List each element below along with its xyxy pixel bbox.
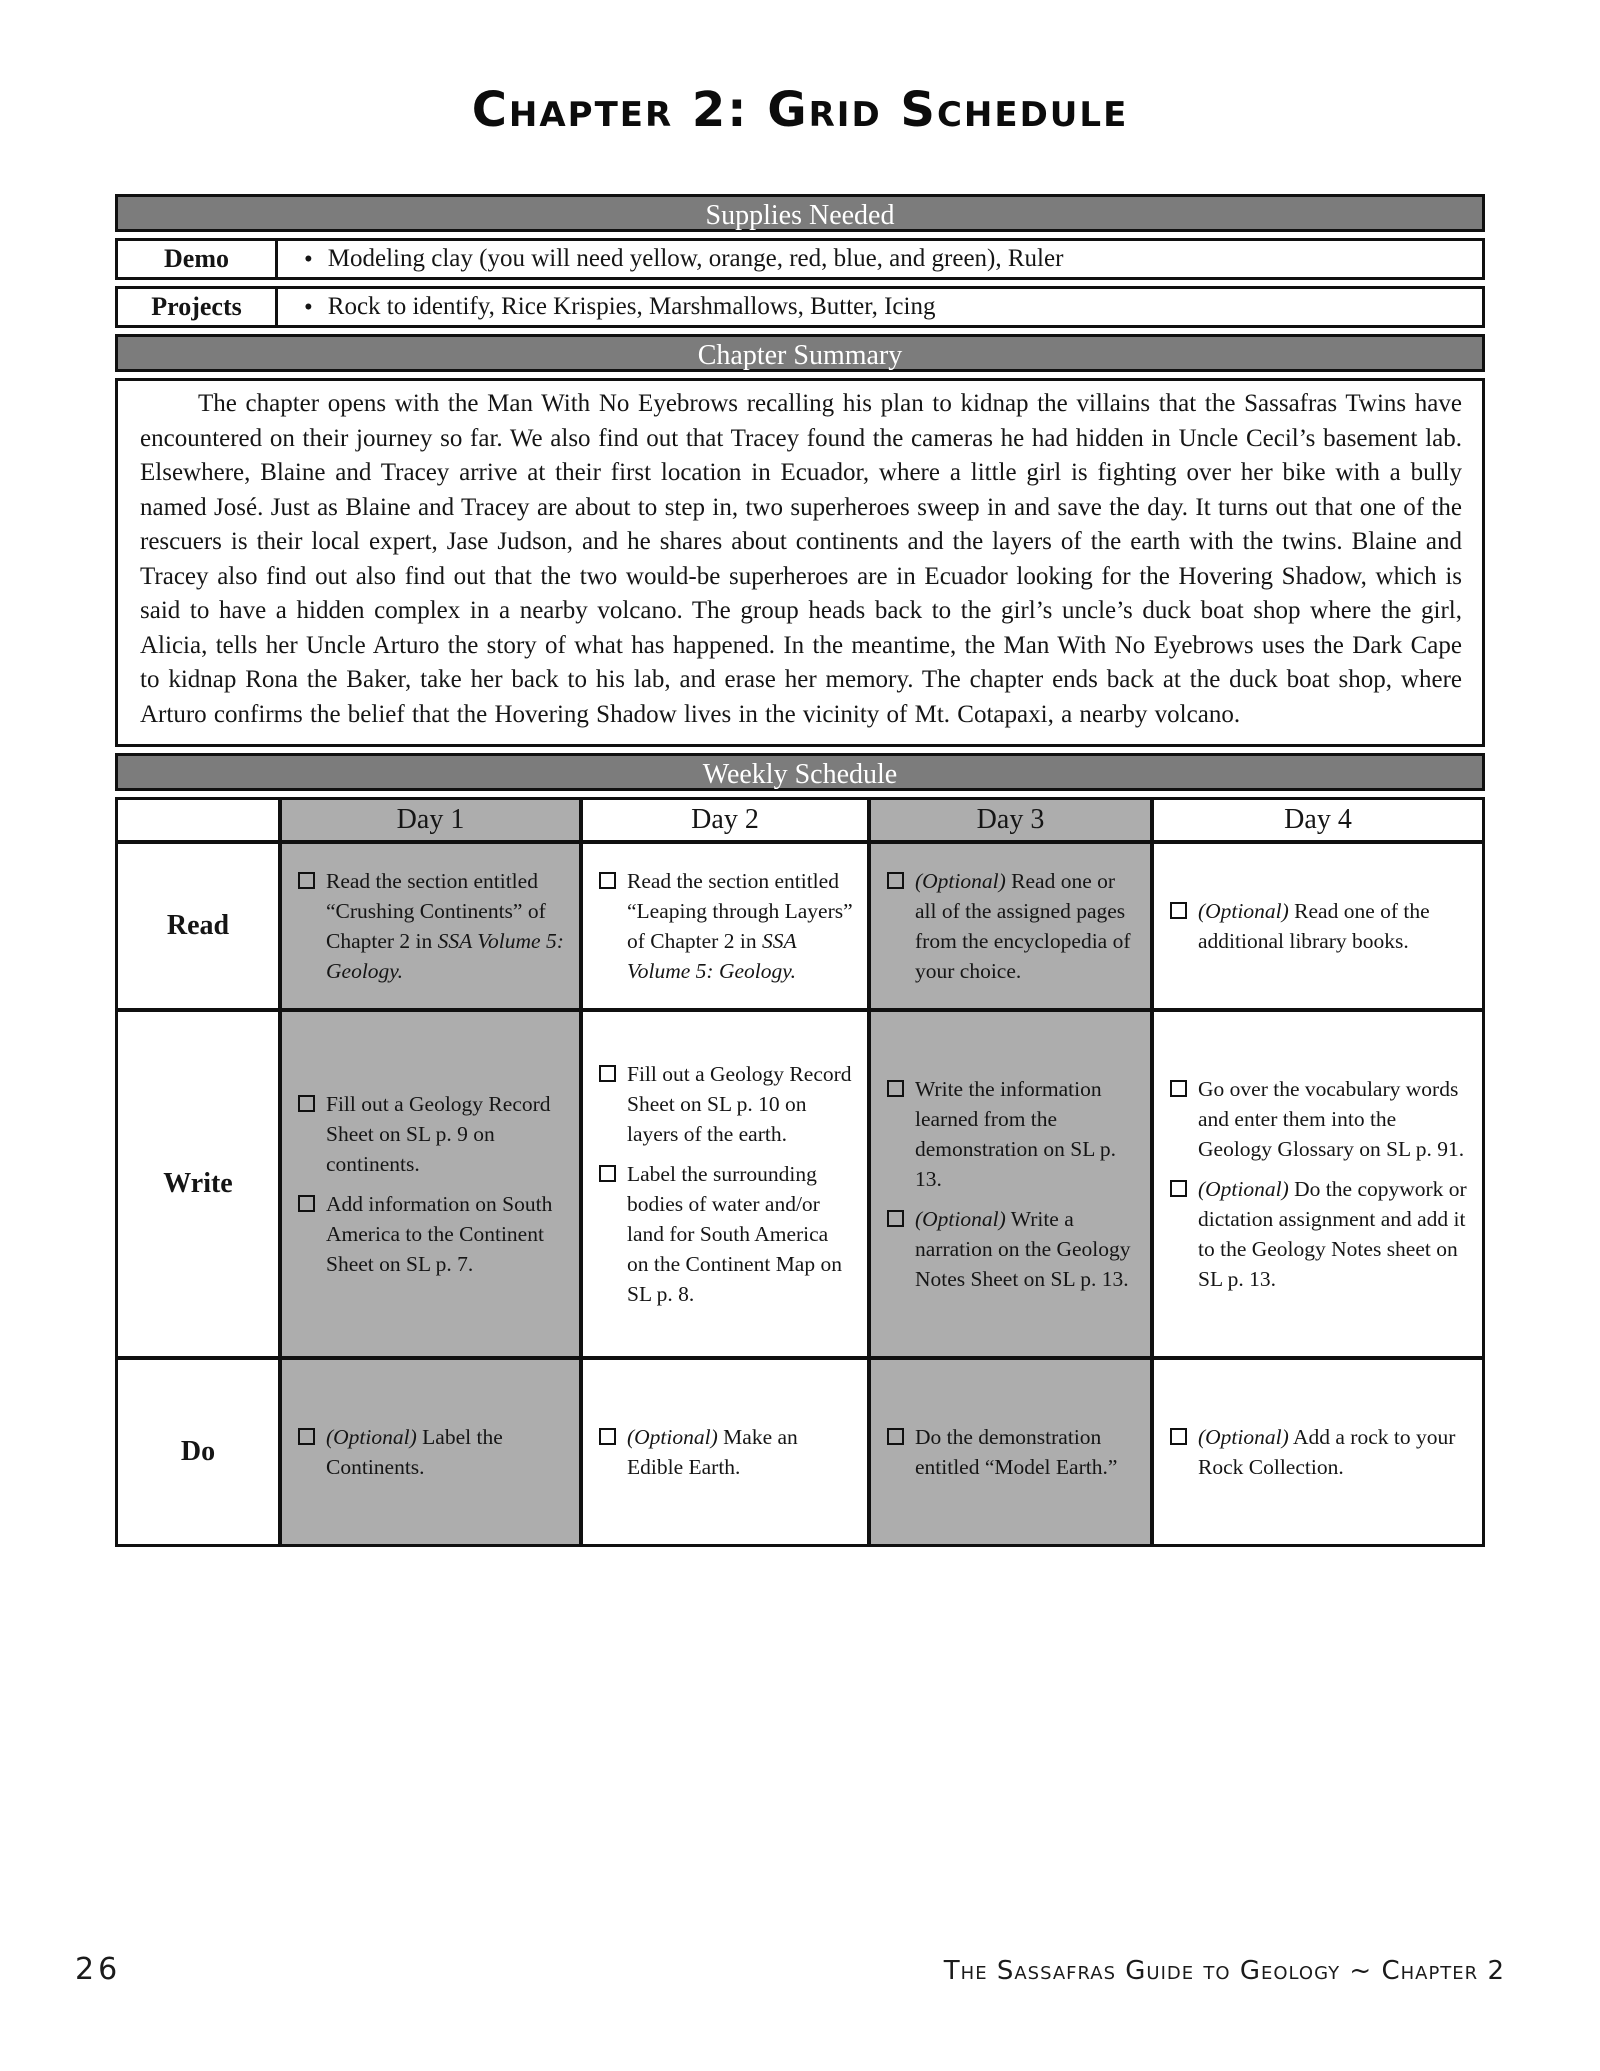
task-text-italic: (Optional) [627,1424,718,1449]
task-cell-write-day3 [871,1012,1150,1356]
footer-book-title: The Sassafras Guide to Geology ~ Chapter 2 [943,1956,1505,1986]
task-item [298,1089,567,1179]
task-text-italic: (Optional) [1198,898,1289,923]
task-item [1170,896,1470,956]
page-content [115,0,1485,1547]
checkbox-icon [298,872,315,889]
task-item [1170,1074,1470,1164]
schedule-corner-cell [118,800,278,840]
row-label-do: Do [118,1360,278,1544]
task-cell-do-day2 [583,1360,867,1544]
supplies-row-text: Rock to identify, Rice Krispies, Marshmallows, Butter, Icing [327,293,936,320]
task-list [583,1012,867,1356]
day-header-3: Day 3 [871,800,1150,840]
task-text-segment: Read one or all of the assigned pages from the encyclopedia of your choice. [915,868,1131,984]
task-cell-do-day3 [871,1360,1150,1544]
task-text [627,866,855,986]
checkbox-icon [599,872,616,889]
checkbox-icon [887,1080,904,1097]
task-text-segment: Write a narration on the Geology Notes Sheet on SL p. 13. [915,1207,1131,1292]
chapter-summary-header: Chapter Summary [115,334,1485,372]
task-item [298,1189,567,1279]
supplies-row-projects [115,286,1485,328]
task-text [915,1204,1138,1294]
supplies-row-demo [115,238,1485,280]
task-cell-read-day1 [282,844,579,1008]
task-text [915,1074,1138,1194]
checkbox-icon [1170,1180,1187,1197]
task-text [627,1159,855,1309]
supplies-row-items [278,289,1482,325]
task-text-italic: (Optional) [915,868,1006,893]
task-item [887,1422,1138,1482]
row-label-write: Write [118,1012,278,1356]
page-title: Chapter 2: Grid Schedule [471,82,1129,138]
task-item [887,1204,1138,1294]
task-text [326,1422,567,1482]
checkbox-icon [887,1428,904,1445]
task-cell-do-day1 [282,1360,579,1544]
checkbox-icon [1170,902,1187,919]
task-cell-read-day2 [583,844,867,1008]
checkbox-icon [298,1428,315,1445]
checkbox-icon [887,1210,904,1227]
task-text-italic: (Optional) [915,1207,1006,1232]
checkbox-icon [599,1165,616,1182]
checkbox-icon [599,1065,616,1082]
task-text-segment: Label the Continents. [326,1424,503,1479]
task-cell-write-day4 [1154,1012,1482,1356]
task-text-segment: Write the information learned from the demonstration on SL p. 13. [915,1076,1117,1191]
task-item [599,1422,855,1482]
task-item [1170,1174,1470,1294]
task-text-segment: Do the demonstration entitled “Model Earth.” [915,1424,1118,1479]
day-header-2: Day 2 [583,800,867,840]
task-text-segment: Read the section entitled “Leaping through Layers” of Chapter 2 in [627,868,853,953]
task-text [915,866,1138,986]
task-list [282,1360,579,1544]
task-text-segment: Add information on South America to the Continent Sheet on SL p. 7. [326,1192,553,1277]
task-item [887,1074,1138,1194]
task-item [887,866,1138,986]
task-list [583,1360,867,1544]
task-item [1170,1422,1470,1482]
weekly-schedule-grid [115,797,1485,1547]
task-item [298,1422,567,1482]
page-number: 26 [75,1952,122,1987]
weekly-schedule-header: Weekly Schedule [115,753,1485,791]
task-list [871,1360,1150,1544]
task-text [326,1189,567,1279]
task-text-italic: (Optional) [326,1424,417,1449]
task-cell-write-day1 [282,1012,579,1356]
task-text-segment: Fill out a Geology Record Sheet on SL p. 10 on layers of the earth. [627,1061,852,1146]
task-text [326,866,567,986]
task-text-italic: (Optional) [1198,1176,1289,1201]
task-cell-do-day4 [1154,1360,1482,1544]
task-text [1198,1174,1470,1294]
task-text [627,1059,855,1149]
task-list [871,1012,1150,1356]
task-item [298,866,567,986]
task-text [1198,1074,1470,1164]
task-text-segment: Go over the vocabulary words and enter them into the Geology Glossary on SL p. 91. [1198,1076,1465,1161]
task-list [1154,1360,1482,1544]
chapter-summary-text: The chapter opens with the Man With No Eyebrows recalling his plan to kidnap the villains that the Sassafras Twins have encountered on their journey so far. We also find out that Tracey found the cameras he had hidden in Uncle Cecil’s basement lab. Elsewhere, Blaine and Tracey arrive at their first location in Ecuador, where a little girl is fighting over her bike with a bully named José. Just as Blaine and Tracey are about to step in, two superheroes sweep in and save the day. It turns out that one of the rescuers is their local expert, Jase Judson, and he shares about continents and the layers of the earth with the twins. Blaine and Tracey also find out also find out that the two would-be superheroes are in Ecuador looking for the Hovering Shadow, which is said to have a hidden complex in a nearby volcano. The group heads back to the girl’s uncle’s duck boat shop where the girl, Alicia, tells her Uncle Arturo the story of what has happened. In the meantime, the Man With No Eyebrows uses the Dark Cape to kidnap Rona the Baker, take her back to his lab, and erase her memory. The chapter ends back at the duck boat shop, where Arturo confirms the belief that the Hovering Shadow lives in the vicinity of Mt. Cotapaxi, a nearby volcano. [115,378,1485,747]
task-text-segment: Add a rock to your Rock Collection. [1198,1424,1456,1479]
task-list [583,844,867,1008]
supplies-needed-header: Supplies Needed [115,194,1485,232]
task-list [282,844,579,1008]
task-text [627,1422,855,1482]
task-text-segment: Label the surrounding bodies of water and/or land for South America on the Continent Map on SL p. 8. [627,1161,842,1307]
task-text [1198,896,1470,956]
checkbox-icon [298,1195,315,1212]
task-text [915,1422,1138,1482]
task-item [599,1059,855,1149]
day-header-4: Day 4 [1154,800,1482,840]
supplies-row-label: Demo [118,241,278,277]
task-item [599,1159,855,1309]
task-item [599,866,855,986]
checkbox-icon [298,1095,315,1112]
checkbox-icon [887,872,904,889]
task-cell-read-day3 [871,844,1150,1008]
task-text-segment: Read the section entitled “Crushing Continents” of Chapter 2 in [326,868,546,953]
bullet-icon: • [304,245,313,273]
task-list [1154,1012,1482,1356]
task-text-segment: Make an Edible Earth. [627,1424,798,1479]
supplies-row-text: Modeling clay (you will need yellow, orange, red, blue, and green), Ruler [327,245,1064,272]
supplies-table [115,238,1485,328]
checkbox-icon [1170,1428,1187,1445]
task-list [282,1012,579,1356]
task-text-segment: Do the copywork or dictation assignment and add it to the Geology Notes sheet on SL p. 13. [1198,1176,1467,1292]
row-label-read: Read [118,844,278,1008]
task-text [326,1089,567,1179]
page-footer [75,1952,1505,1987]
checkbox-icon [1170,1080,1187,1097]
task-cell-read-day4 [1154,844,1482,1008]
supplies-row-label: Projects [118,289,278,325]
task-text [1198,1422,1470,1482]
task-text-segment: Fill out a Geology Record Sheet on SL p. 9 on continents. [326,1091,551,1176]
task-text-italic: SSA Volume 5: Geology. [627,929,797,984]
supplies-row-items [278,241,1482,277]
task-text-italic: (Optional) [1198,1424,1289,1449]
task-list [1154,844,1482,1008]
day-header-1: Day 1 [282,800,579,840]
task-list [871,844,1150,1008]
task-text-segment: Read one of the additional library books. [1198,898,1430,953]
task-text-italic: SSA Volume 5: Geology. [326,929,564,984]
task-cell-write-day2 [583,1012,867,1356]
bullet-icon: • [304,293,313,321]
checkbox-icon [599,1428,616,1445]
